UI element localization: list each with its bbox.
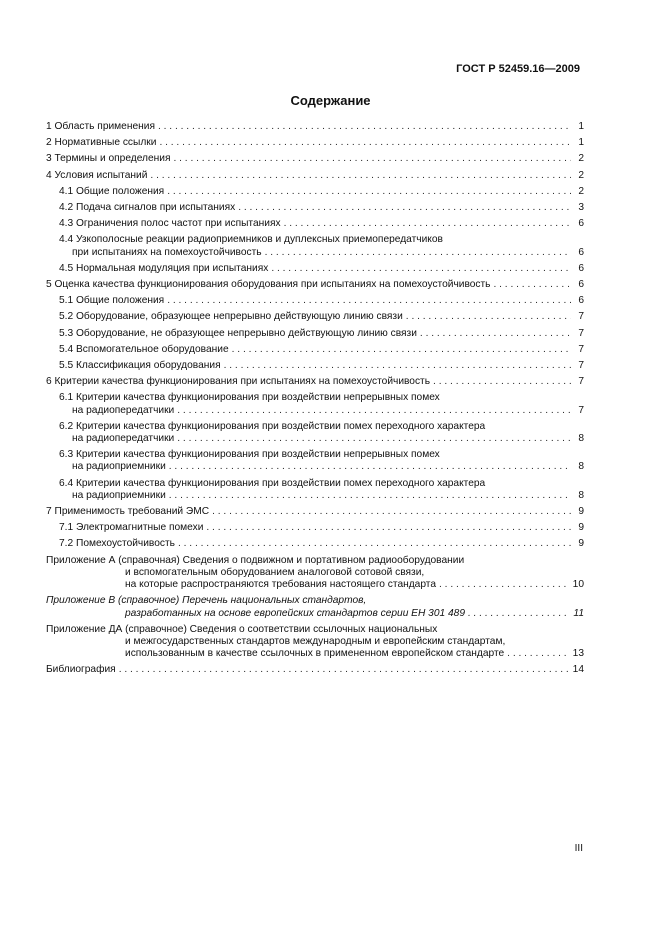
toc-leader-dots <box>439 579 570 591</box>
toc-entry-title: 4.1 Общие положения <box>59 185 165 197</box>
toc-entry[interactable] <box>46 506 584 518</box>
toc-entry-title: 4.5 Нормальная модуляция при испытаниях <box>59 262 269 274</box>
toc-page-number: 6 <box>578 262 584 274</box>
toc-entry[interactable] <box>46 186 584 198</box>
toc-page-number: 10 <box>572 579 584 591</box>
toc-entry-title: на радиопередатчики <box>72 433 175 445</box>
toc-entry-title: Библиография <box>46 664 116 676</box>
toc-entry[interactable] <box>46 234 584 258</box>
toc-entry-title: 5.1 Общие положения <box>59 295 165 307</box>
toc-page-number: 7 <box>578 343 584 355</box>
toc-page-number: 6 <box>578 246 584 258</box>
toc-entry[interactable] <box>46 137 584 149</box>
toc-entry[interactable] <box>46 664 584 676</box>
page-number: III <box>574 843 583 854</box>
toc-leader-dots <box>212 506 571 518</box>
toc-entry-title: 5 Оценка качества функционирования оборудования при испытаниях на помехоустойчивость <box>46 279 491 291</box>
toc-entry[interactable] <box>46 263 584 275</box>
toc-leader-dots <box>150 170 571 182</box>
toc-leader-dots <box>177 433 571 445</box>
toc-page-number: 2 <box>578 185 584 197</box>
toc-page-number: 14 <box>572 664 584 676</box>
toc-entry-title: 5.2 Оборудование, образующее непрерывно действующую линию связи <box>59 311 403 323</box>
toc-leader-dots <box>493 279 571 291</box>
toc-leader-dots <box>271 263 571 275</box>
toc-entry-title: 6.3 Критерии качества функционирования при воздействии непрерывных помех <box>59 449 440 461</box>
toc-entry-title: 5.4 Вспомогательное оборудование <box>59 343 229 355</box>
toc-entry[interactable] <box>46 421 584 445</box>
toc-entry-title: 2 Нормативные ссылки <box>46 137 157 149</box>
toc-entry-title: Приложение А (справочная) Сведения о подвижном и портативном радиооборудовании <box>46 554 465 566</box>
toc-entry-title: Приложение ДА (справочное) Сведения о соответствии ссылочных национальных <box>46 623 438 635</box>
toc-entry[interactable] <box>46 344 584 356</box>
toc-entry[interactable] <box>46 376 584 388</box>
toc-entry[interactable] <box>46 153 584 165</box>
toc-leader-dots <box>173 153 571 165</box>
toc-entry-title: разработанных на основе европейских стандартов серии ЕН 301 489 <box>125 607 465 619</box>
toc-page-number: 8 <box>578 433 584 445</box>
toc-page-number: 7 <box>578 311 584 323</box>
toc-entry[interactable] <box>46 624 584 661</box>
toc-page-number: 1 <box>578 137 584 149</box>
toc-entry-title: 4.3 Ограничения полос частот при испытаниях <box>59 218 281 230</box>
toc-leader-dots <box>119 664 570 676</box>
toc-page-number: 7 <box>578 360 584 372</box>
toc-entry-title: 7.2 Помехоустойчивость <box>59 538 175 550</box>
toc-entry[interactable] <box>46 449 584 473</box>
toc-leader-dots <box>420 328 571 340</box>
toc-entry-title: 7 Применимость требований ЭМС <box>46 506 210 518</box>
toc-page-number: 7 <box>578 327 584 339</box>
toc-entry-title: 4.4 Узкополосные реакции радиоприемников и дуплексных приемопередатчиков <box>59 234 443 246</box>
toc-page-number: 9 <box>578 506 584 518</box>
toc-entry-title: Приложение В (справочное) Перечень национальных стандартов, <box>46 595 367 607</box>
toc-page-number: 2 <box>578 153 584 165</box>
toc-entry-title: 5.3 Оборудование, не образующее непрерывно действующую линию связи <box>59 327 417 339</box>
toc-leader-dots <box>265 247 571 259</box>
toc-leader-dots <box>406 311 571 323</box>
toc-entry[interactable] <box>46 522 584 534</box>
toc-entry-title: 4 Условия испытаний <box>46 169 148 181</box>
toc-leader-dots <box>284 218 571 230</box>
toc-page-number: 8 <box>578 489 584 501</box>
toc-leader-dots <box>224 360 571 372</box>
toc-leader-dots <box>238 202 571 214</box>
toc-entry-title: 6.4 Критерии качества функционирования при воздействии помех переходного характера <box>59 477 486 489</box>
toc-leader-dots <box>178 538 571 550</box>
toc-leader-dots <box>159 137 571 149</box>
toc-entry-title: на радиоприемники <box>72 461 166 473</box>
table-of-contents <box>46 121 584 681</box>
toc-page-number: 7 <box>578 404 584 416</box>
toc-entry[interactable] <box>46 170 584 182</box>
toc-entry-title: 3 Термины и определения <box>46 153 171 165</box>
toc-entry[interactable] <box>46 218 584 230</box>
toc-entry-title: и межгосударственных стандартов международным и европейским стандартам, <box>125 635 506 647</box>
toc-page-number: 11 <box>573 607 584 619</box>
toc-entry-title: 1 Область применения <box>46 121 155 132</box>
toc-leader-dots <box>433 376 571 388</box>
toc-page-number: 9 <box>578 522 584 534</box>
toc-entry-title: и вспомогательным оборудованием аналоговой сотовой связи, <box>125 566 425 578</box>
toc-page-number: 6 <box>578 218 584 230</box>
toc-page-number: 13 <box>572 648 584 660</box>
toc-entry[interactable] <box>46 478 584 502</box>
toc-entry[interactable] <box>46 121 584 133</box>
toc-entry-title: 4.2 Подача сигналов при испытаниях <box>59 202 236 214</box>
toc-leader-dots <box>232 344 571 356</box>
toc-entry[interactable] <box>46 279 584 291</box>
toc-entry[interactable] <box>46 295 584 307</box>
toc-page-number: 7 <box>578 376 584 388</box>
toc-entry-title: 7.1 Электромагнитные помехи <box>59 522 204 534</box>
toc-leader-dots <box>167 186 571 198</box>
toc-leader-dots <box>169 490 571 502</box>
toc-entry[interactable] <box>46 392 584 416</box>
toc-entry[interactable] <box>46 202 584 214</box>
toc-entry-title: 6.1 Критерии качества функционирования при воздействии непрерывных помех <box>59 392 440 404</box>
toc-entry[interactable] <box>46 328 584 340</box>
toc-entry-title: на радиоприемники <box>72 489 166 501</box>
toc-leader-dots <box>169 461 571 473</box>
toc-entry-title: 5.5 Классификация оборудования <box>59 360 221 372</box>
toc-leader-dots <box>177 405 571 417</box>
toc-entry-title: при испытаниях на помехоустойчивость <box>72 246 262 258</box>
page-title: Содержание <box>290 93 371 108</box>
toc-entry[interactable] <box>46 360 584 372</box>
toc-leader-dots <box>507 648 570 660</box>
toc-leader-dots <box>468 608 570 620</box>
toc-entry[interactable] <box>46 595 584 619</box>
toc-entry-title: на которые распространяются требования настоящего стандарта <box>125 579 437 591</box>
toc-page-number: 2 <box>578 169 584 181</box>
toc-page-number: 1 <box>578 121 584 132</box>
document-code: ГОСТ Р 52459.16—2009 <box>456 63 580 75</box>
toc-page-number: 9 <box>578 538 584 550</box>
toc-page-number: 8 <box>578 461 584 473</box>
toc-leader-dots <box>158 121 571 133</box>
toc-entry[interactable] <box>46 311 584 323</box>
toc-page-number: 6 <box>578 295 584 307</box>
toc-entry[interactable] <box>46 538 584 550</box>
toc-entry-title: 6 Критерии качества функционирования при испытаниях на помехоустойчивость <box>46 376 431 388</box>
toc-entry-title: 6.2 Критерии качества функционирования при воздействии помех переходного характера <box>59 420 486 432</box>
toc-entry-title: использованным в качестве ссылочных в примененном европейском стандарте <box>125 648 505 660</box>
toc-entry-title: на радиопередатчики <box>72 404 175 416</box>
toc-leader-dots <box>167 295 571 307</box>
toc-leader-dots <box>206 522 571 534</box>
toc-page-number: 3 <box>578 202 584 214</box>
toc-page-number: 6 <box>578 279 584 291</box>
toc-entry[interactable] <box>46 555 584 592</box>
